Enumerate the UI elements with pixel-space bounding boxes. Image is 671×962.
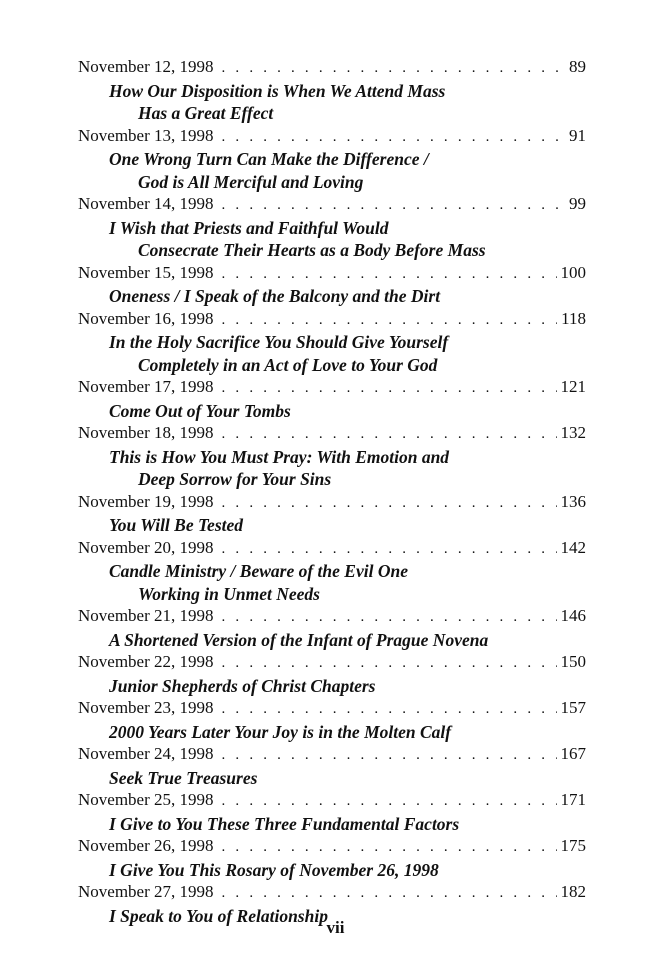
toc-page-number: 89 — [569, 57, 586, 76]
dot-leader — [222, 882, 557, 905]
toc-title — [78, 813, 586, 836]
toc-entry — [78, 651, 586, 697]
toc-page-number: 171 — [560, 790, 586, 809]
toc-page-number: 99 — [569, 194, 586, 213]
toc-date: November 25, 1998 — [78, 790, 214, 809]
toc-date: November 22, 1998 — [78, 652, 214, 671]
toc-title-line: In the Holy Sacrifice You Should Give Yourself — [109, 332, 449, 352]
toc-title — [78, 675, 586, 698]
toc-page-number: 136 — [560, 491, 586, 511]
dot-leader — [222, 538, 557, 561]
toc-title-line: I Give You This Rosary of November 26, 1998 — [109, 859, 439, 880]
toc-date: November 21, 1998 — [78, 606, 214, 625]
toc-title — [78, 560, 586, 605]
toc-title — [78, 400, 586, 423]
toc-title — [78, 217, 586, 262]
toc-title-line: Come Out of Your Tombs — [109, 400, 291, 421]
toc-entry — [78, 56, 586, 125]
dot-leader — [222, 698, 557, 721]
dot-leader — [222, 57, 565, 80]
toc-date-line — [78, 376, 586, 400]
toc-date-line — [78, 125, 586, 149]
toc-title — [78, 446, 586, 491]
toc-title-line: 2000 Years Later Your Joy is in the Molten Calf — [109, 721, 452, 742]
toc-entry — [78, 125, 586, 194]
dot-leader — [222, 790, 557, 813]
toc-date-line — [78, 881, 586, 905]
toc-date-line — [78, 262, 586, 286]
toc-date-line — [78, 835, 586, 859]
toc-date-line — [78, 491, 586, 515]
toc-title-line: One Wrong Turn Can Make the Difference / — [109, 149, 429, 169]
toc-entry — [78, 262, 586, 308]
toc-date: November 16, 1998 — [78, 308, 214, 328]
dot-leader — [222, 377, 557, 400]
toc-date: November 14, 1998 — [78, 194, 214, 213]
toc-title-line: I Speak to You of Relationship — [109, 905, 328, 926]
toc-title — [78, 285, 586, 308]
toc-title — [78, 767, 586, 790]
toc-title — [78, 721, 586, 744]
toc-title — [78, 514, 586, 537]
toc-entry — [78, 491, 586, 537]
toc-date-line — [78, 605, 586, 629]
toc-date-line — [78, 651, 586, 675]
toc-date: November 27, 1998 — [78, 882, 214, 901]
toc-title-line: I Wish that Priests and Faithful Would — [109, 217, 389, 238]
toc-page-number: 121 — [560, 377, 586, 396]
toc-entry — [78, 193, 586, 262]
toc-title-line: Working in Unmet Needs — [138, 583, 320, 604]
toc-title — [78, 331, 586, 376]
toc-entry — [78, 422, 586, 491]
toc-title-line: This is How You Must Pray: With Emotion and — [109, 446, 450, 467]
dot-leader — [222, 744, 557, 767]
toc-entry — [78, 743, 586, 789]
toc-date: November 15, 1998 — [78, 262, 214, 282]
toc-title-line: Junior Shepherds of Christ Chapters — [109, 675, 376, 696]
toc-page-number: 91 — [569, 125, 586, 145]
toc-title — [78, 859, 586, 882]
dot-leader — [222, 263, 557, 286]
toc-title-line: Seek True Treasures — [109, 767, 258, 788]
dot-leader — [222, 423, 557, 446]
toc-title-line: A Shortened Version of the Infant of Prague Novena — [109, 629, 489, 650]
toc-date-line — [78, 697, 586, 721]
toc-title-line: Oneness / I Speak of the Balcony and the Dirt — [109, 286, 441, 306]
toc-page-number: 175 — [560, 836, 586, 855]
toc-entry — [78, 308, 586, 377]
toc-title-line: Has a Great Effect — [138, 103, 274, 123]
dot-leader — [222, 194, 565, 217]
toc-entry — [78, 605, 586, 651]
toc-entry — [78, 789, 586, 835]
toc-page-number: 157 — [560, 698, 586, 717]
toc-title — [78, 80, 586, 125]
toc-date-line — [78, 743, 586, 767]
toc-date: November 18, 1998 — [78, 423, 214, 442]
toc-entry — [78, 835, 586, 881]
toc-page-number: 132 — [560, 423, 586, 442]
toc-page-number: 167 — [560, 744, 586, 763]
toc-date: November 23, 1998 — [78, 698, 214, 717]
toc-title-line: You Will Be Tested — [109, 515, 244, 535]
dot-leader — [222, 652, 557, 675]
toc-entry — [78, 537, 586, 606]
toc-page-number: 182 — [560, 882, 586, 901]
table-of-contents — [78, 56, 586, 927]
toc-page-number: 142 — [560, 537, 586, 557]
toc-date: November 19, 1998 — [78, 491, 214, 511]
toc-title-line: I Give to You These Three Fundamental Factors — [109, 813, 460, 834]
toc-page-number: 100 — [560, 262, 586, 282]
toc-page-number: 146 — [560, 606, 586, 625]
toc-date: November 12, 1998 — [78, 57, 214, 76]
toc-title-line: Deep Sorrow for Your Sins — [138, 469, 332, 489]
toc-date-line — [78, 537, 586, 561]
dot-leader — [222, 606, 557, 629]
toc-date-line — [78, 56, 586, 80]
toc-date-line — [78, 789, 586, 813]
toc-title-line: Completely in an Act of Love to Your God — [138, 354, 438, 375]
toc-date: November 24, 1998 — [78, 744, 214, 763]
toc-entry — [78, 697, 586, 743]
toc-page-number: 118 — [561, 308, 586, 328]
toc-date: November 20, 1998 — [78, 537, 214, 557]
dot-leader — [222, 309, 558, 332]
toc-date: November 26, 1998 — [78, 836, 214, 855]
toc-page-number: 150 — [560, 652, 586, 671]
toc-entry — [78, 376, 586, 422]
toc-title — [78, 148, 586, 193]
page-folio: vii — [326, 918, 345, 937]
dot-leader — [222, 492, 557, 515]
toc-title-line: Consecrate Their Hearts as a Body Before Mass — [138, 240, 486, 260]
toc-title-line: How Our Disposition is When We Attend Mass — [109, 80, 446, 101]
dot-leader — [222, 836, 557, 859]
toc-title — [78, 629, 586, 652]
toc-date-line — [78, 422, 586, 446]
toc-date: November 17, 1998 — [78, 377, 214, 396]
toc-date-line — [78, 193, 586, 217]
toc-title-line: Candle Ministry / Beware of the Evil One — [109, 561, 408, 581]
dot-leader — [222, 126, 565, 149]
toc-date-line — [78, 308, 586, 332]
toc-title-line: God is All Merciful and Loving — [138, 171, 364, 192]
toc-date: November 13, 1998 — [78, 125, 214, 145]
